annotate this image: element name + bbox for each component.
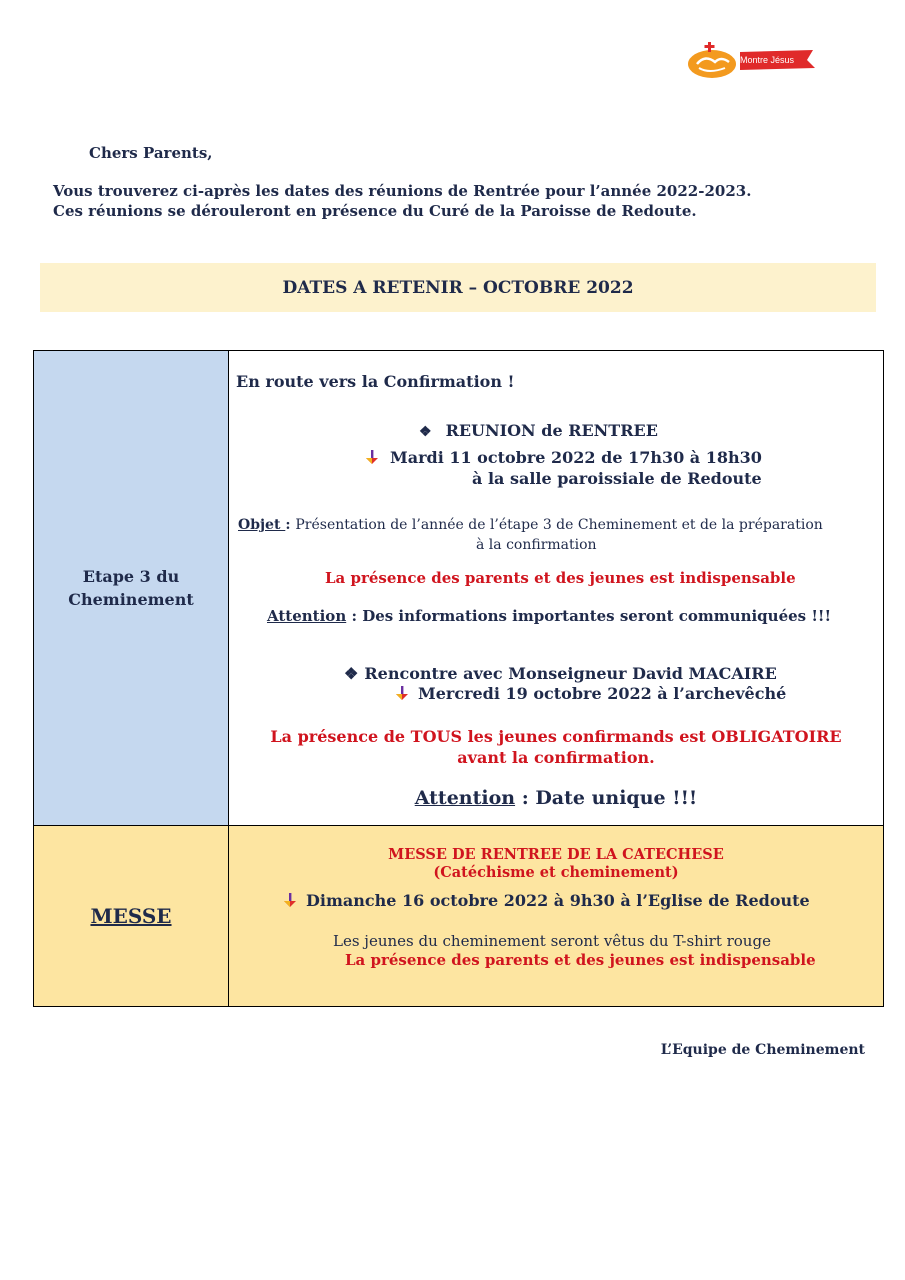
- reunion-place: à la salle paroissiale de Redoute: [472, 469, 762, 488]
- objet-sep: :: [285, 517, 296, 533]
- attention-label: Attention: [414, 787, 516, 809]
- attention-label: Attention: [267, 607, 347, 625]
- reunion-rentree-cell: [229, 351, 883, 643]
- arrow-down-icon: [394, 685, 410, 701]
- tshirt-note: Les jeunes du cheminement seront vêtus du T-shirt rouge: [333, 932, 771, 950]
- monseigneur-event-text: Rencontre avec Monseigneur David MACAIRE: [364, 664, 777, 683]
- messe-row: [34, 825, 883, 1006]
- arrow-down-icon: [364, 449, 380, 465]
- intro-line-1: Vous trouverez ci-après les dates des réunions de Rentrée pour l’année 2022-2023.: [53, 182, 752, 200]
- etape-label-line-1: Etape 3 du: [82, 567, 180, 586]
- messe-title-line-2: (Catéchisme et cheminement): [433, 864, 679, 881]
- parents-notice: La présence des parents et des jeunes est indispensable: [325, 569, 796, 587]
- monseigneur-event: [344, 664, 777, 683]
- reunion-date-text: Mardi 11 octobre 2022 de 17h30 à 18h30: [390, 448, 762, 467]
- intro-paragraph: [53, 181, 751, 221]
- attention-line: [267, 607, 831, 625]
- messe-title: [229, 846, 883, 882]
- obligatoire-notice: [229, 726, 883, 768]
- date-unique-text: : Date unique !!!: [515, 787, 698, 809]
- diamond-bullet-icon: ❖: [419, 424, 432, 440]
- etape-label-line-2: Cheminement: [68, 590, 194, 609]
- objet-line-1: [238, 517, 823, 533]
- objet-line-2: à la confirmation: [476, 537, 597, 553]
- messe-notice: La présence des parents et des jeunes est indispensable: [345, 951, 816, 969]
- banner-title: DATES A RETENIR – OCTOBRE 2022: [282, 277, 634, 298]
- signature: L’Equipe de Cheminement: [660, 1042, 865, 1058]
- dates-banner: [40, 263, 876, 312]
- attention-text: : Des informations importantes seront communiquées !!!: [346, 607, 832, 625]
- schedule-table: [33, 350, 884, 1007]
- greeting: Chers Parents,: [89, 144, 213, 162]
- diamond-bullet-icon: ❖: [344, 664, 359, 683]
- objet-text-1: Présentation de l’année de l’étape 3 de Cheminement et de la préparation: [295, 517, 823, 533]
- etape-label-cell: [34, 351, 229, 825]
- reunion-event: REUNION de RENTREE: [445, 421, 658, 440]
- objet-label: Objet: [238, 517, 286, 533]
- monseigneur-date-text: Mercredi 19 octobre 2022 à l’archevêché: [418, 684, 787, 703]
- reunion-title: [419, 421, 658, 440]
- logo-text: Montre Jésus: [740, 55, 795, 65]
- messe-label-cell: [34, 826, 229, 1006]
- intro-line-2: Ces réunions se dérouleront en présence du Curé de la Paroisse de Redoute.: [53, 202, 697, 220]
- confirmation-heading: En route vers la Confirmation !: [236, 372, 515, 391]
- messe-label: MESSE: [90, 904, 172, 928]
- date-unique-line: [229, 787, 883, 809]
- obligatoire-line-2: avant la confirmation.: [457, 748, 655, 767]
- messe-date-text: Dimanche 16 octobre 2022 à 9h30 à l’Eglise de Redoute: [306, 891, 810, 910]
- obligatoire-line-1: La présence de TOUS les jeunes confirmands est OBLIGATOIRE: [270, 727, 842, 746]
- messe-title-line-1: MESSE DE RENTREE DE LA CATECHESE: [388, 846, 724, 863]
- messe-date: [282, 891, 810, 910]
- monseigneur-date: [394, 684, 786, 703]
- arrow-down-icon: [282, 892, 298, 908]
- monseigneur-cell: [229, 642, 883, 825]
- reunion-date: [364, 448, 762, 467]
